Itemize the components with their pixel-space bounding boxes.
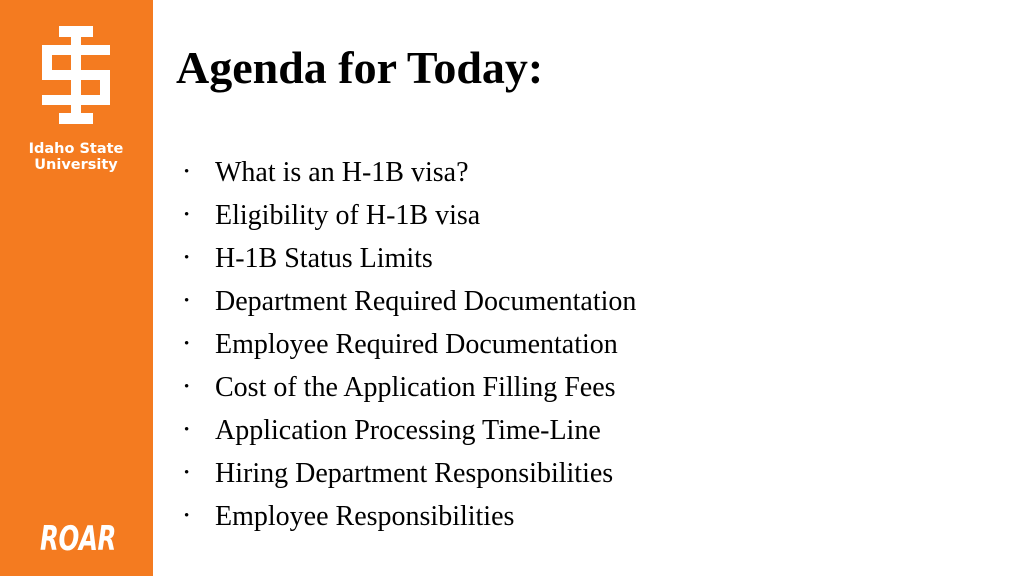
agenda-item (180, 366, 636, 409)
university-name-line2: University (34, 157, 118, 173)
bullet-icon: • (184, 250, 190, 266)
bullet-icon: • (184, 379, 190, 395)
agenda-item-text: Cost of the Application Filling Fees (215, 372, 616, 403)
bullet-icon: • (184, 207, 190, 223)
agenda-item-text: Eligibility of H-1B visa (215, 200, 481, 231)
agenda-item (180, 452, 636, 495)
slide-title: Agenda for Today: (176, 42, 544, 93)
university-name-line1: Idaho State (28, 141, 124, 157)
bullet-icon: • (184, 293, 190, 309)
agenda-item-text: What is an H-1B visa? (215, 157, 469, 188)
bullet-icon: • (184, 422, 190, 438)
bullet-icon: • (184, 465, 190, 481)
agenda-item-text: H-1B Status Limits (215, 243, 433, 274)
agenda-item-text: Employee Required Documentation (215, 329, 618, 360)
agenda-item-text: Application Processing Time-Line (215, 415, 601, 446)
agenda-item-text: Department Required Documentation (215, 286, 637, 317)
university-name (20, 141, 132, 173)
agenda-item (180, 151, 636, 194)
agenda-item (180, 237, 636, 280)
bullet-icon: • (184, 508, 190, 524)
roar-wordmark: ROAR (40, 519, 117, 559)
agenda-item-text: Hiring Department Responsibilities (215, 458, 614, 489)
bullet-icon: • (184, 336, 190, 352)
isu-logo-icon (42, 26, 110, 124)
agenda-item (180, 409, 636, 452)
agenda-item-text: Employee Responsibilities (215, 501, 515, 532)
agenda-item (180, 194, 636, 237)
agenda-item (180, 323, 636, 366)
agenda-item (180, 280, 636, 323)
agenda-item (180, 495, 636, 538)
agenda-list (180, 151, 636, 538)
sidebar (0, 0, 153, 576)
bullet-icon: • (184, 164, 190, 180)
